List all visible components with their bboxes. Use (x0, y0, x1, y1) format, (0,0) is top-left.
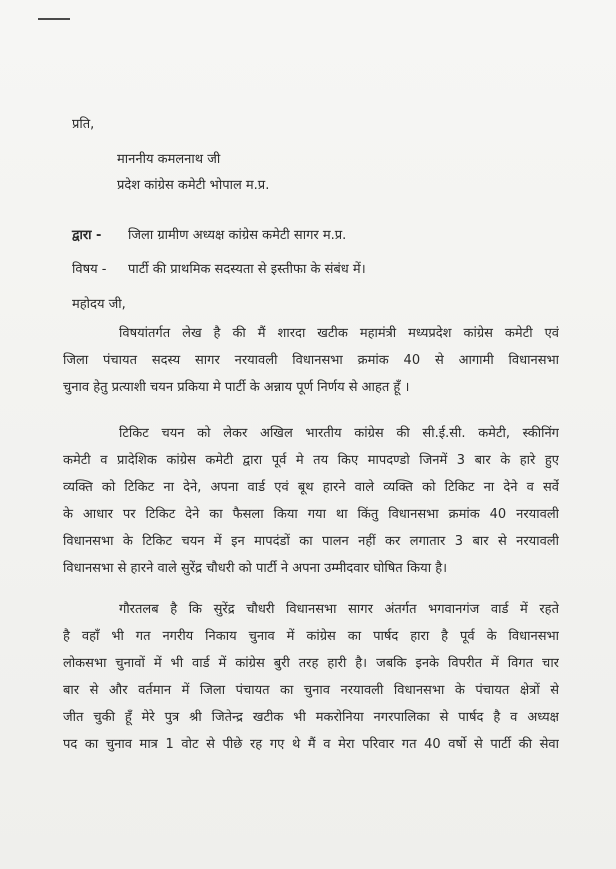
subject-value: पार्टी की प्राथमिक सदस्यता से इस्तीफा के संबंध में। (128, 262, 366, 277)
recipient-org: प्रदेश कांग्रेस कमेटी भोपाल म.प्र. (117, 178, 270, 193)
paragraph-line: विषयांतर्गत लेख है की मैं शारदा खटीक महामंत्री मध्यप्रदेश कांग्रेस कमेटी एवं (119, 326, 559, 341)
paragraph-line: जीत चुकी हूँ मेरे पुत्र श्री जितेन्द्र खटीक भी मकरोनिया नगरपालिका से पार्षद है व अध्यक्ष (63, 710, 559, 725)
paragraph-2 (63, 420, 559, 582)
salutation: महोदय जी, (72, 297, 126, 312)
paragraph-line: जिला पंचायत सदस्य सागर नरयावली विधानसभा क्रमांक 40 से आगामी विधानसभा (63, 353, 559, 368)
paragraph-line: चुनाव हेतु प्रत्याशी चयन प्रकिया मे पार्टी के अन्नाय पूर्ण निर्णय से आहत हूँ । (63, 380, 410, 395)
paragraph-1 (63, 320, 559, 401)
paragraph-line: गौरतलब है कि सुरेंद्र चौधरी विधानसभा सागर अंतर्गत भगवानगंज वार्ड में रहते (119, 602, 559, 617)
subject-label: विषय - (72, 262, 107, 277)
paragraph-line: के आधार पर टिकिट देने का फैसला किया गया था किंतु विधानसभा क्रमांक 40 नरयावली (63, 507, 559, 522)
paragraph-line: बार से और वर्तमान में जिला पंचायत का चुनाव नरयावली विधानसभा के पंचायत क्षेत्रों से (63, 683, 559, 698)
paragraph-line: लोकसभा चुनावों में भी वार्ड में कांग्रेस बुरी तरह हारी है। जबकि इनके विपरीत में विगत चार (63, 656, 559, 671)
via-label: द्वारा - (72, 228, 102, 243)
paragraph-line: है वहाँ भी गत नगरीय निकाय चुनाव में कांग्रेस का पार्षद हारा है पूर्व के विधानसभा (63, 629, 559, 644)
paragraph-3 (63, 596, 559, 758)
top-dash-mark (38, 18, 70, 20)
recipient-name: माननीय कमलनाथ जी (117, 152, 221, 167)
paragraph-line: पद का चुनाव मात्र 1 वोट से पीछे रह गए थे मैं व मेरा परिवार गत 40 वर्षो से पार्टी की सेवा (63, 737, 559, 752)
paragraph-line: टिकिट चयन को लेकर अखिल भारतीय कांग्रेस की सी.ई.सी. कमेटी, स्कीनिंग (119, 426, 559, 441)
paragraph-line: विधानसभा के टिकिट चयन में इन मापदंडों का पालन नहीं कर लगातार 3 बार से नरयावली (63, 534, 559, 549)
paragraph-line: कमेटी व प्रादेशिक कांग्रेस कमेटी द्वारा पूर्व मे तय किए मापदण्डो जिनमें 3 बार के हारे हुए (63, 453, 559, 468)
paragraph-line: व्यक्ति को टिकिट ना देने, अपना वार्ड एवं बूथ हारने वाले व्यक्ति को टिकिट ना देने व सर्वे (63, 480, 559, 495)
paragraph-line: विधानसभा से हारने वाले सुरेंद्र चौधरी को पार्टी ने अपना उम्मीदवार घोषित किया है। (63, 561, 448, 576)
via-value: जिला ग्रामीण अध्यक्ष कांग्रेस कमेटी सागर म.प्र. (128, 228, 347, 243)
to-label: प्रति, (72, 117, 95, 132)
